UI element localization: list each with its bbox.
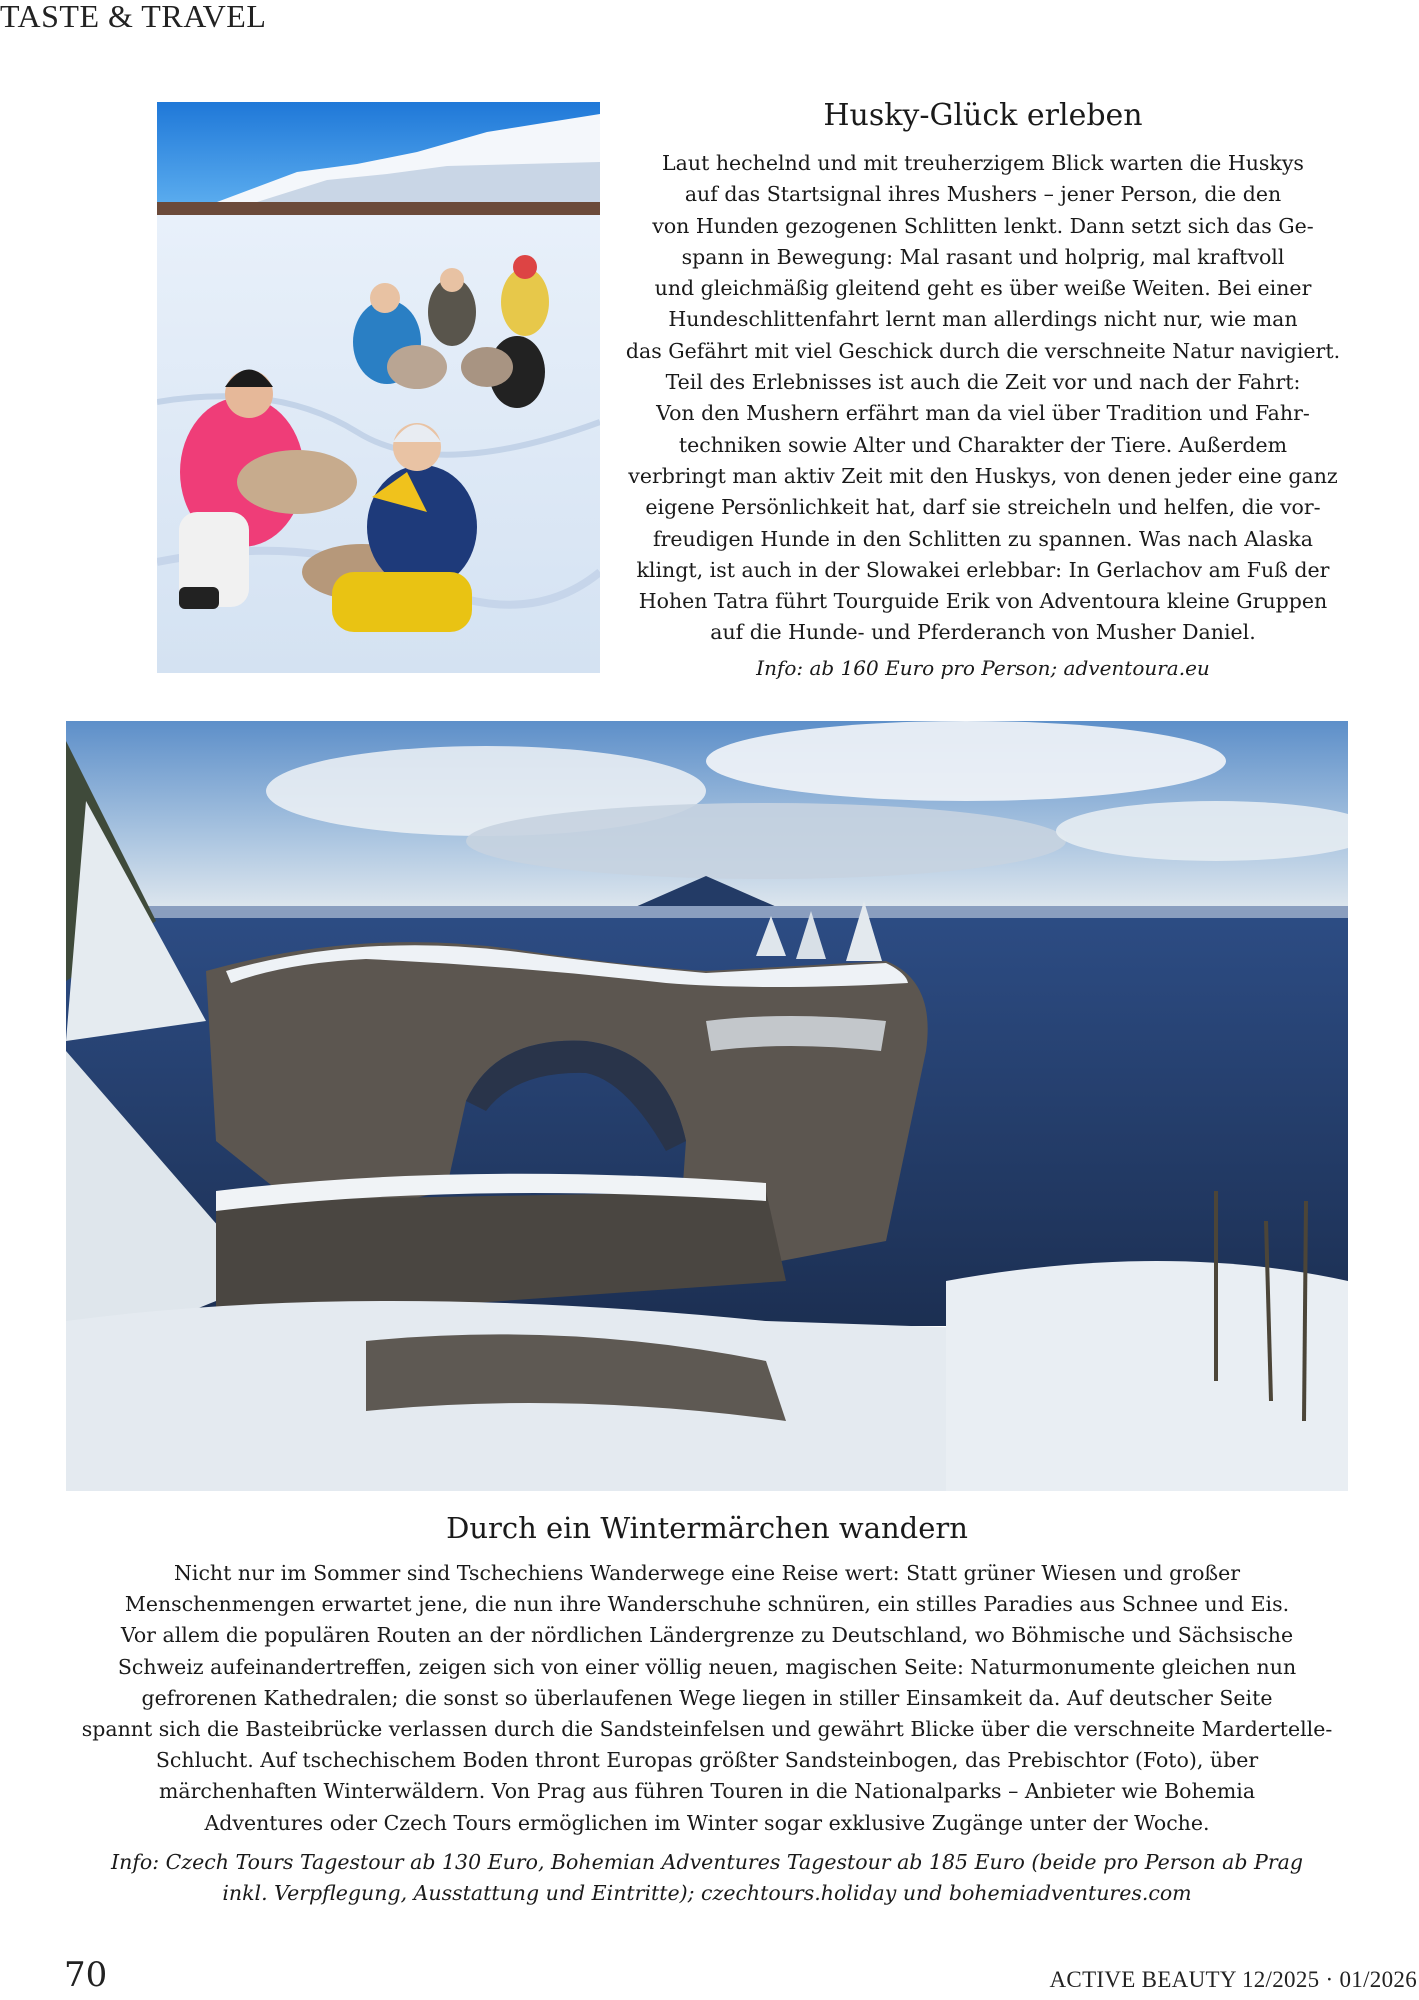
info-line: inkl. Verpflegung, Ausstattung und Eintritte); czechtours.holiday und bohemiadventures.com xyxy=(222,1881,1192,1906)
body-line: techniken sowie Alter und Charakter der Tiere. Außerdem xyxy=(678,432,1288,457)
body-line: Schlucht. Auf tschechischem Boden thront Europas größter Sandsteinbogen, das Prebischtor (Foto), über xyxy=(155,1748,1259,1773)
trail-article-info xyxy=(66,1847,1348,1910)
prebischtor-photo xyxy=(66,721,1348,1491)
body-line: klingt, ist auch in der Slowakei erlebbar: In Gerlachov am Fuß der xyxy=(636,557,1330,582)
info-line: Info: Czech Tours Tagestour ab 130 Euro, Bohemian Adventures Tagestour ab 185 Euro (beide pro Person ab Prag xyxy=(111,1849,1303,1874)
body-line: Hohen Tatra führt Tourguide Erik von Adventoura kleine Gruppen xyxy=(638,589,1328,614)
body-line: Hundeschlittenfahrt lernt man allerdings nicht nur, wie man xyxy=(668,307,1298,332)
body-line: Nicht nur im Sommer sind Tschechiens Wanderwege eine Reise wert: Statt grüner Wiesen und großer xyxy=(173,1561,1241,1585)
body-line: spann in Bewegung: Mal rasant und holprig, mal kraftvoll xyxy=(681,244,1285,269)
body-line: spannt sich die Basteibrücke verlassen durch die Sandsteinfelsen und gewährt Blicke über die verschneite Mardertelle- xyxy=(81,1717,1333,1742)
body-line: Schweiz aufeinandertreffen, zeigen sich von einer völlig neuen, magischen Seite: Naturmonumente gleichen nun xyxy=(117,1654,1297,1679)
husky-photo-illustration xyxy=(157,102,600,673)
body-line: Von den Mushern erfährt man da viel über Tradition und Fahr- xyxy=(656,401,1310,426)
issue-info: ACTIVE BEAUTY 12/2025 · 01/2026 xyxy=(1049,1967,1417,1992)
husky-article-title: Husky-Glück erleben xyxy=(823,98,1143,133)
body-line: Teil des Erlebnisses ist auch die Zeit vor und nach der Fahrt: xyxy=(665,370,1301,395)
body-line: Menschenmengen erwartet jene, die nun ihre Wanderschuhe schnüren, ein stilles Paradies aus Schnee und Eis. xyxy=(124,1592,1290,1617)
body-line: Laut hechelnd und mit treuherzigem Blick warten die Huskys xyxy=(662,151,1304,175)
body-line: das Gefährt mit viel Geschick durch die verschneite Natur navigiert. xyxy=(625,338,1341,363)
page-number: 70 xyxy=(64,1955,108,1995)
body-line: freudigen Hunde in den Schlitten zu spannen. Was nach Alaska xyxy=(653,526,1313,551)
body-line: gefrorenen Kathedralen; die sonst so überlaufenen Wege liegen in stiller Einsamkeit da. Auf deutscher Seite xyxy=(141,1685,1273,1710)
body-line: auf das Startsignal ihres Mushers – jener Person, die den xyxy=(684,182,1282,207)
trail-article-title: Durch ein Wintermärchen wandern xyxy=(446,1511,968,1545)
husky-article-info: Info: ab 160 Euro pro Person; adventoura.eu xyxy=(756,655,1210,680)
husky-article xyxy=(612,96,1354,684)
body-line: verbringt man aktiv Zeit mit den Huskys, von denen jeder eine ganz xyxy=(628,463,1338,488)
body-line: und gleichmäßig gleitend geht es über weiße Weiten. Bei einer xyxy=(654,276,1312,301)
trail-article xyxy=(66,1508,1348,1910)
body-line: Adventures oder Czech Tours ermöglichen im Winter sogar exklusive Zugänge unter der Woche. xyxy=(204,1810,1210,1835)
prebischtor-photo-illustration xyxy=(66,721,1348,1491)
body-line: von Hunden gezogenen Schlitten lenkt. Dann setzt sich das Ge- xyxy=(652,213,1314,238)
husky-article-body xyxy=(612,148,1354,649)
body-line: Vor allem die populären Routen an der nördlichen Ländergrenze zu Deutschland, wo Böhmische und Sächsische xyxy=(120,1623,1294,1648)
trail-article-body xyxy=(66,1558,1348,1839)
body-line: auf die Hunde- und Pferderanch von Musher Daniel. xyxy=(710,620,1256,645)
body-line: märchenhaften Winterwäldern. Von Prag aus führen Touren in die Nationalparks – Anbieter wie Bohemia xyxy=(158,1779,1256,1804)
husky-photo xyxy=(157,102,600,673)
section-label: TASTE & TRAVEL xyxy=(0,0,267,34)
body-line: eigene Persönlichkeit hat, darf sie streicheln und helfen, die vor- xyxy=(645,495,1321,520)
